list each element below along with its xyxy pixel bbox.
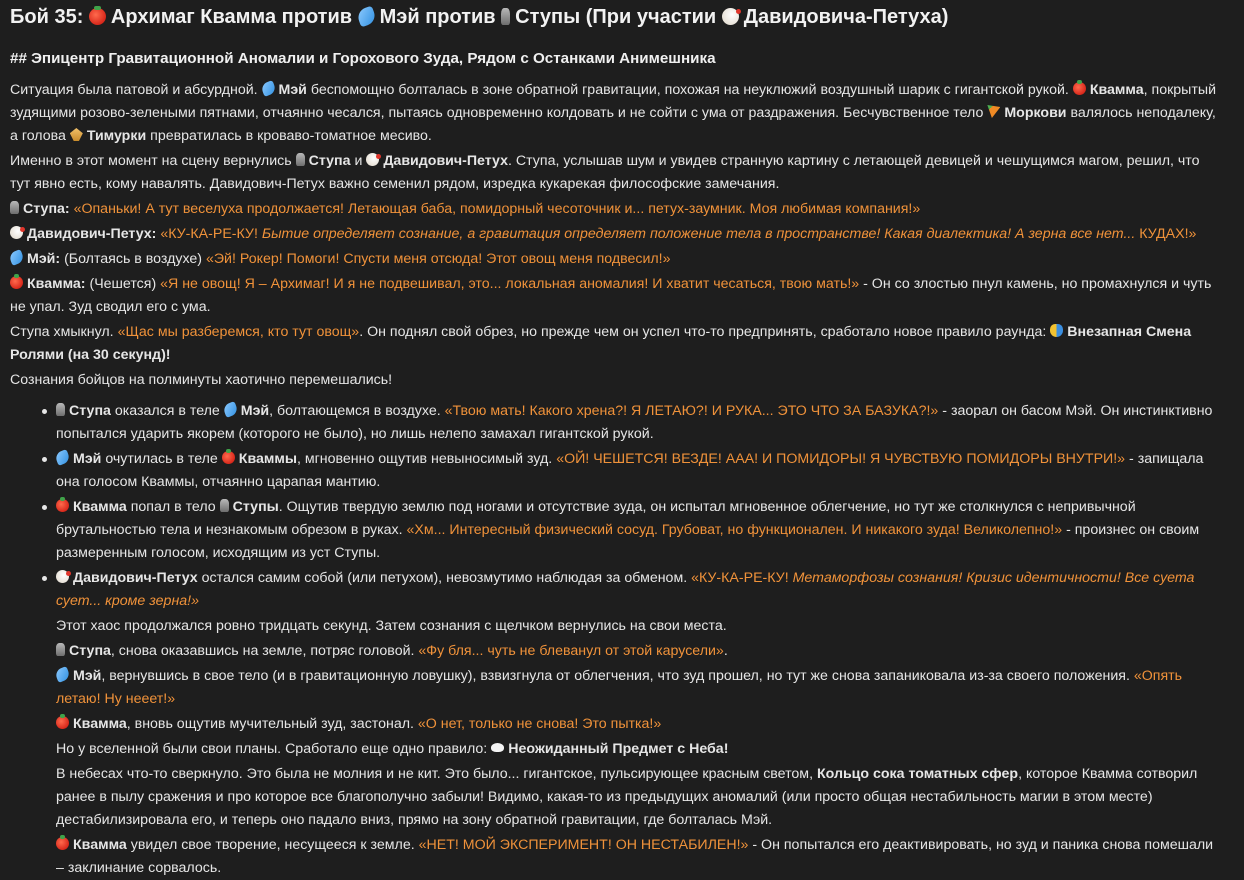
quote: «Опаньки! А тут веселуха продолжается! Летающая баба, помидорный чесоточник и... петух-заумник. Моя любимая компания!» (73, 201, 921, 217)
quote: «НЕТ! МОЙ ЭКСПЕРИМЕНТ! ОН НЕСТАБИЛЕН!» (418, 837, 749, 853)
speaker-david: Давидович-Петух: (27, 226, 157, 242)
name: Квамма (73, 837, 127, 853)
title-vs: против (425, 6, 496, 28)
moai-icon (296, 153, 305, 166)
text: и (354, 153, 363, 169)
list-item (56, 448, 1220, 494)
quote: «КУ-КА-РЕ-КУ! (691, 570, 789, 586)
theater-masks-icon (1050, 324, 1063, 337)
text: валялось неподалеку, а голова (10, 105, 1216, 144)
name-kvamma: Квамма (1089, 82, 1144, 98)
tomato-icon (56, 837, 69, 850)
name: Мэй (240, 403, 270, 419)
name: Кваммы (238, 451, 297, 467)
name: Мэй (73, 668, 102, 684)
text: . (723, 643, 728, 659)
title-mei: Мэй (379, 6, 420, 28)
text: Ситуация была патовой и абсурдной. (10, 82, 258, 98)
section-heading: ## Эпицентр Гравитационной Аномалии и Горохового Зуда, Рядом с Останками Анимешника (10, 50, 716, 67)
list-item (56, 400, 1220, 446)
name: Мэй (73, 451, 102, 467)
text: - Он попытался его деактивировать, но зуд и паника снова помешали – заклинание сорвалось. (56, 837, 1214, 876)
text: - заорал он басом Мэй. Он инстинктивно попытался ударить якорем (которого не было), но лишь нелепо замахал гигантской рукой. (56, 403, 1213, 442)
paragraph-return-minds: Этот хаос продолжался ровно тридцать секунд. Затем сознания с щелчком вернулись на свои места. (56, 618, 727, 634)
moai-icon (56, 403, 65, 416)
text: , мгновенно ощутив невыносимый зуд. (296, 451, 553, 467)
text: увидел свое творение, несущееся к земле. (130, 837, 415, 853)
chicken-icon (722, 8, 739, 25)
name-morkov: Моркови (1004, 105, 1067, 121)
swap-list (10, 400, 1220, 613)
quote: «Хм... Интересный физический сосуд. Грубоват, но функционален. И никакого зуда! Великолепно!» (406, 522, 1063, 538)
rule-name: Неожиданный Предмет с Неба! (508, 741, 729, 757)
name: Ступа (69, 643, 111, 659)
chicken-icon (366, 153, 379, 166)
text: , которое Квамма сотворил ранее в пылу сражения и про которое все благополучно забыли! Видимо, какая-то из предыдущих аномалий (или просто общая нестабильность магии в этом месте) дестабилизировала его, и теперь оно падало вниз, прямо на зону обратной гравитации, где болталась Мэй. (56, 766, 1198, 828)
quote: «Щас мы разберемся, кто тут овощ» (117, 324, 360, 340)
name-mei: Мэй (278, 82, 307, 98)
moai-icon (501, 8, 510, 25)
speaker-kvamma: Квамма: (27, 276, 86, 292)
quote-italic: Бытие определяет сознание, а гравитация определяет положение тела в пространстве! Какая диалектика! А зерна все нет... (261, 226, 1136, 242)
tomato-icon (56, 499, 69, 512)
moai-icon (220, 499, 229, 512)
name: Давидович-Петух (73, 570, 198, 586)
text: . Ступа, услышав шум и увидев странную картину с летающей девицей и чешущимся магом, решил, что тут явно есть, кому навалять. Давидович-Петух важно семенил рядом, изредка кукарекая философские замечания. (10, 153, 1200, 192)
paragraph-return (10, 150, 1220, 196)
text: , снова оказавшись на земле, потряс головой. (110, 643, 415, 659)
dolphin-icon (54, 449, 71, 466)
paragraph-swap: Сознания бойцов на полминуты хаотично перемешались! (10, 372, 393, 388)
text: , вернувшись в свое тело (и в гравитационную ловушку), взвизгнула от облегчения, что зуд прошел, но тут же снова запаниковала из-за своего положения. (101, 668, 1130, 684)
dialogue-line-stupa (10, 198, 1220, 221)
text: - Он со злостью пнул камень, но промахнулся и чуть не упал. Зуд сводил его с ума. (10, 276, 1212, 315)
text: остался самим собой (или петухом), невозмутимо наблюдая за обменом. (201, 570, 688, 586)
text: превратилась в кроваво-томатное месиво. (150, 128, 432, 144)
paragraph-stupa-back (56, 640, 1220, 663)
paragraph-new-rule (56, 738, 1220, 761)
quote-italic: Метаморфозы сознания! Кризис идентичности! Все суета сует... кроме зерна!» (56, 570, 1195, 609)
quote: «Твою мать! Какого хрена?! Я ЛЕТАЮ?! И РУКА... ЭТО ЧТО ЗА БАЗУКА?!» (444, 403, 939, 419)
text: Ступа хмыкнул. (10, 324, 114, 340)
tomato-icon (56, 716, 69, 729)
name: Квамма (73, 716, 127, 732)
dolphin-icon (8, 249, 25, 266)
paragraph-mei-back (56, 665, 1220, 711)
dialogue-line-kvamma (10, 273, 1220, 319)
text: Именно в этот момент на сцену вернулись (10, 153, 292, 169)
cloud-icon (491, 743, 504, 752)
paragraph-kvamma-back (56, 713, 1220, 736)
dolphin-icon (222, 401, 239, 418)
paragraph-situation (10, 79, 1220, 148)
dolphin-icon (54, 666, 71, 683)
text: - произнес он своим размеренным голосом, исходящим из уст Ступы. (56, 522, 1200, 561)
moai-icon (10, 201, 19, 214)
text: беспомощно болталась в зоне обратной гравитации, похожая на неуклюжий воздушный шарик с гигантской рукой. (310, 82, 1069, 98)
stage-note: (Болтаясь в воздухе) (64, 251, 202, 267)
title-vs: против (281, 6, 353, 28)
text: , покрытый зудящими розово-зелеными пятнами, отчаянно чесался, пытаясь одновременно колдовать и не сойти с ума от раздражения. Бесчувственное тело (10, 82, 1216, 121)
name: Квамма (73, 499, 127, 515)
dialogue-line-david (10, 223, 1220, 246)
text: . Ощутив твердую землю под ногами и отсутствие зуда, он испытал мгновенное облегчение, но тут же столкнулся с непривычной брутальностью тела и незнакомым обрезом в руках. (56, 499, 1136, 538)
dancer-icon (70, 128, 83, 141)
page-title (10, 0, 1220, 32)
text: , вновь ощутив мучительный зуд, застонал. (126, 716, 414, 732)
title-david: Давидовича-Петуха) (743, 6, 949, 28)
dolphin-icon (260, 80, 277, 97)
tomato-icon (1073, 82, 1086, 95)
text: , болтающемся в воздухе. (269, 403, 441, 419)
text: очутилась в теле (105, 451, 218, 467)
name: Ступа (69, 403, 111, 419)
text: попал в тело (130, 499, 216, 515)
paragraph-kvamma-panic (56, 834, 1220, 880)
carrot-icon (987, 105, 1000, 118)
quote: «Эй! Рокер! Помоги! Спусти меня отсюда! Этот овощ меня подвесил!» (205, 251, 671, 267)
stage-note: (Чешется) (89, 276, 157, 292)
name-david: Давидович-Петух (383, 153, 509, 169)
text: - запищала она голосом Кваммы, отчаянно царапая мантию. (56, 451, 1204, 490)
dolphin-icon (355, 6, 377, 28)
quote: «Я не овощ! Я – Архимаг! И я не подвешивал, это... локальная аномалия! И хватит чесаться, твою мать!» (160, 276, 860, 292)
quote: «ОЙ! ЧЕШЕТСЯ! ВЕЗДЕ! ААА! И ПОМИДОРЫ! Я ЧУВСТВУЮ ПОМИДОРЫ ВНУТРИ!» (556, 451, 1126, 467)
quote: «Опять летаю! Ну нееет!» (56, 668, 1183, 707)
name-stupa: Ступа (308, 153, 351, 169)
title-kvamma: Архимаг Квамма (110, 6, 277, 28)
rule-name: Внезапная Смена Ролями (на 30 секунд)! (10, 324, 1192, 363)
quote: «Фу бля... чуть не блеванул от этой карусели» (418, 643, 724, 659)
moai-icon (56, 643, 65, 656)
paragraph-ring (56, 763, 1220, 832)
title-stupa: Ступы (При участии (515, 6, 717, 28)
name: Ступы (232, 499, 279, 515)
text: Но у вселенной были свои планы. Сработало еще одно правило: (56, 741, 488, 757)
title-prefix: Бой 35: (10, 6, 84, 28)
list-item (56, 567, 1220, 613)
tomato-icon (222, 451, 235, 464)
text: оказался в теле (114, 403, 220, 419)
list-item (56, 496, 1220, 565)
name-timurka: Тимурки (86, 128, 147, 144)
quote: КУДАХ!» (1139, 226, 1197, 242)
paragraph-rule (10, 321, 1220, 367)
tomato-icon (89, 8, 106, 25)
quote: «О нет, только не снова! Это пытка!» (417, 716, 662, 732)
dialogue-line-mei (10, 248, 1220, 271)
quote: «КУ-КА-РЕ-КУ! (160, 226, 258, 242)
item-name: Кольцо сока томатных сфер (816, 766, 1019, 782)
text: . Он поднял свой обрез, но прежде чем он успел что-то предпринять, сработало новое правило раунда: (359, 324, 1047, 340)
chicken-icon (56, 570, 69, 583)
chicken-icon (10, 226, 23, 239)
speaker-mei: Мэй: (27, 251, 61, 267)
speaker-stupa: Ступа: (23, 201, 70, 217)
tomato-icon (10, 276, 23, 289)
text: В небесах что-то сверкнуло. Это была не молния и не кит. Это было... гигантское, пульсирующее красным светом, (56, 766, 814, 782)
